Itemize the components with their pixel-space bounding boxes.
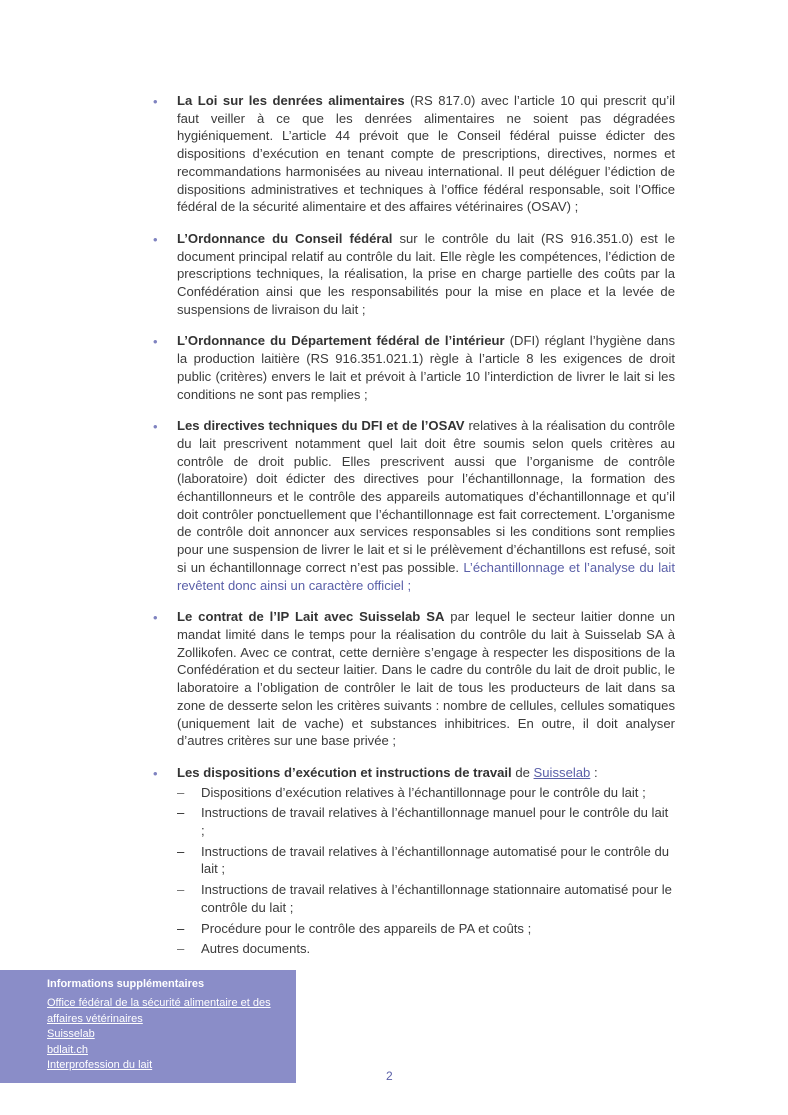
- list-item: [153, 230, 675, 319]
- paragraph: Les dispositions d’exécution et instructions de travail de Suisselab :: [177, 764, 598, 780]
- bullet-icon: •: [153, 334, 158, 350]
- paragraph: Les directives techniques du DFI et de l’OSAV relatives à la réalisation du contrôle du lait prescrivent notamment quel lait doit être soumis selon quels critères au contrôle de droit public. Elles prescrivent aussi que l’organisme de contrôle (laboratoire) doit édicter des directives pour l’échantillonnage, la formation des échantillonneurs et le contrôle des appareils automatiques d’échantillonnage et qu’il doit contrôler ponctuellement que l’échantillonnage est fait correctement. L’organisme de contrôle doit annoncer aux services responsables si les conditions sont remplies pour une suspension de livrer le lait et si le prélèvement d’échantillons est refusé, soit si un échantillonnage correct n’est pas possible. L’échantillonnage et l’analyse du lait revêtent donc ainsi un caractère officiel ;: [177, 418, 675, 593]
- item-title: Les directives techniques du DFI et de l’OSAV: [177, 418, 465, 434]
- highlight-text: L’échantillonnage et l’analyse du lait revêtent donc ainsi un caractère officiel ;: [177, 559, 675, 593]
- sub-list-item: – Procédure pour le contrôle des appareils de PA et coûts ;: [177, 920, 532, 936]
- info-link-suisselab[interactable]: Suisselab: [47, 1028, 95, 1040]
- item-title: Le contrat de l’IP Lait avec Suisselab SA: [177, 609, 445, 625]
- paragraph: L’Ordonnance du Département fédéral de l’intérieur (DFI) réglant l’hygiène dans la production laitière (RS 916.351.021.1) règle à l’article 8 les exigences de droit public (critères) envers le lait et prévoit à l’article 10 l’interdiction de livrer le lait si les conditions ne sont pas remplies ;: [177, 333, 676, 402]
- sub-list-item: – Dispositions d’exécution relatives à l’échantillonnage pour le contrôle du lait ;: [177, 784, 646, 800]
- bullet-icon: •: [153, 419, 158, 435]
- bullet-icon: •: [153, 94, 158, 109]
- info-link-interprofession[interactable]: Interprofession du lait: [47, 1059, 153, 1071]
- list-item: [153, 92, 675, 216]
- dash-icon: –: [177, 920, 185, 936]
- page-number: 2: [386, 1069, 393, 1083]
- list-item: [153, 764, 675, 958]
- item-title: La Loi sur les denrées alimentaires: [177, 93, 405, 108]
- info-link-osav[interactable]: Office fédéral de la sécurité alimentaire et des affaires vétérinaires: [47, 997, 271, 1025]
- main-content: [153, 92, 675, 972]
- sub-list-item: – Instructions de travail relatives à l’échantillonnage automatisé pour le contrôle du lait ;: [177, 843, 670, 877]
- list-item: [153, 332, 675, 403]
- list-item: [153, 608, 675, 750]
- paragraph: L’Ordonnance du Conseil fédéral sur le contrôle du lait (RS 916.351.0) est le document principal relatif au contrôle du lait. Elle règle les compétences, l’édiction de prescriptions techniques, la réalisation, la prise en charge partielle des coûts par la Confédération ainsi que les responsabilités pour la mise en place et la levée de suspensions de livraison du lait ;: [177, 230, 675, 317]
- dash-icon: –: [177, 843, 185, 859]
- sub-list-item: – Instructions de travail relatives à l’échantillonnage manuel pour le contrôle du lait ;: [177, 805, 669, 839]
- list-item: [153, 417, 675, 594]
- sub-list: [177, 784, 675, 958]
- dash-icon: –: [177, 941, 185, 957]
- dash-icon: –: [177, 882, 185, 898]
- item-title: Les dispositions d’exécution et instructions de travail: [177, 764, 512, 780]
- info-title: Informations supplémentaires: [47, 978, 205, 990]
- sub-list-item: – Autres documents.: [177, 941, 311, 957]
- info-link-bdlait[interactable]: bdlait.ch: [47, 1043, 88, 1056]
- sub-list-item: – Instructions de travail relatives à l’échantillonnage stationnaire automatisé pour le contrôle du lait ;: [177, 882, 672, 915]
- bullet-icon: •: [153, 610, 158, 626]
- bullet-icon: •: [153, 231, 158, 247]
- bullet-icon: •: [153, 765, 158, 781]
- paragraph: La Loi sur les denrées alimentaires (RS 817.0) avec l’article 10 qui prescrit qu’il faut veiller à ce que les denrées alimentaires ne soient pas dégradées hygiéniquement. L’article 44 prévoit que le Conseil fédéral puisse édicter des dispositions d’exécution en tenant compte de prescriptions, directives, normes et recommandations harmonisées au niveau international. Il peut déléguer l’édiction de dispositions administratives et techniques à l’office fédéral responsable, soit l’Office fédéral de la sécurité alimentaire et des affaires vétérinaires (OSAV) ;: [177, 93, 676, 215]
- item-title: L’Ordonnance du Conseil fédéral: [177, 230, 393, 246]
- info-box: [0, 970, 296, 1083]
- dash-icon: –: [177, 784, 185, 800]
- item-title: L’Ordonnance du Département fédéral de l’intérieur: [177, 333, 505, 349]
- paragraph: Le contrat de l’IP Lait avec Suisselab SA par lequel le secteur laitier donne un mandat limité dans le temps pour la réalisation du contrôle du lait à Suisselab SA à Zollikofen. Avec ce contrat, cette dernière s’engage à respecter les dispositions de la Confédération et du secteur laitier. Dans le cadre du contrôle du lait de droit public, le laboratoire a l’obligation de contrôler le lait de tous les producteurs de lait dans sa zone de desserte selon les critères suivants : nombre de cellules, cellules somatiques (uniquement lait de vache) et substances inhibitrices. En outre, il doit analyser d’autres critères sur une base privée ;: [177, 609, 675, 749]
- dash-icon: –: [177, 805, 185, 821]
- suisselab-link[interactable]: Suisselab: [533, 764, 591, 780]
